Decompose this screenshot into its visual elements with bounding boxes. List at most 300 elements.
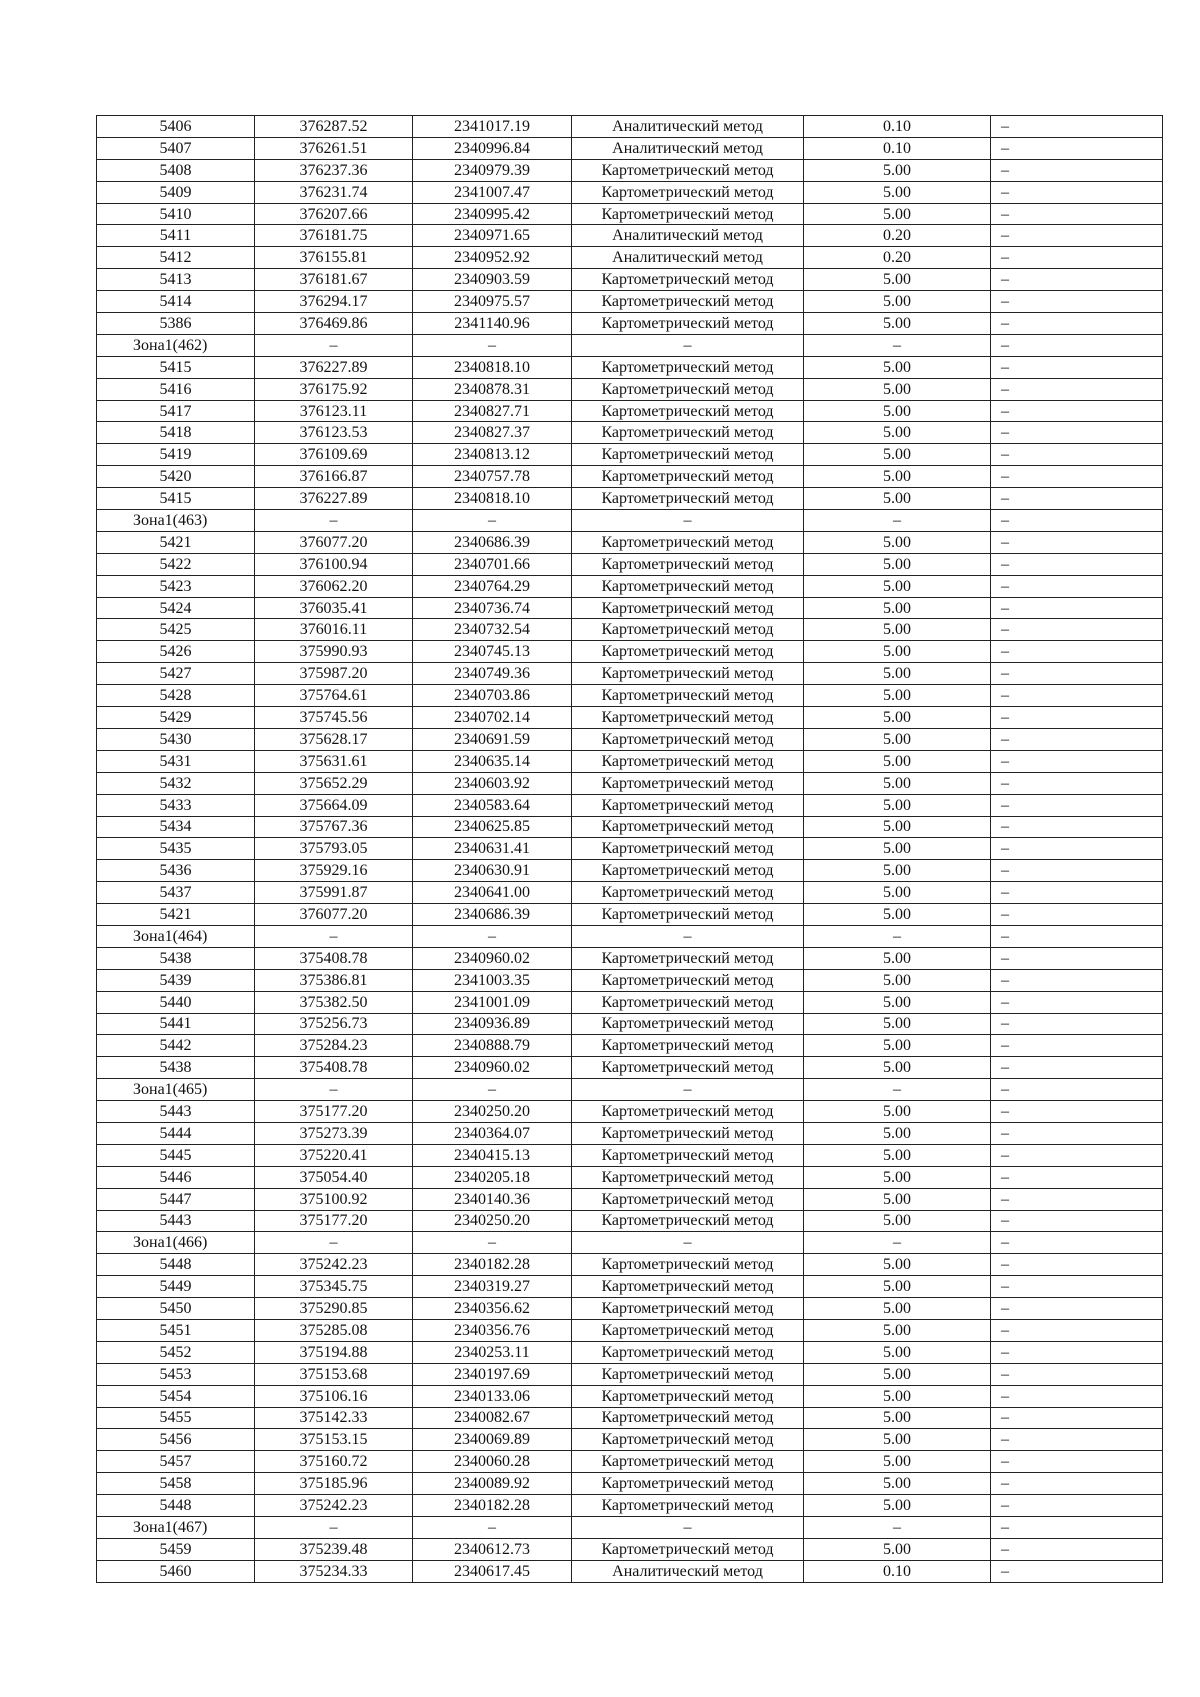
method-cell: Картометрический метод	[572, 1473, 804, 1495]
method-cell: Картометрический метод	[572, 882, 804, 904]
table-row	[97, 225, 1163, 247]
point-number-cell: 5454	[97, 1385, 255, 1407]
method-cell: Картометрический метод	[572, 619, 804, 641]
method-cell: Картометрический метод	[572, 422, 804, 444]
y-coordinate-cell: 2340631.41	[413, 838, 572, 860]
x-coordinate-cell: 375234.33	[255, 1560, 413, 1582]
table-row	[97, 728, 1163, 750]
y-coordinate-cell: 2340732.54	[413, 619, 572, 641]
note-cell: –	[991, 1517, 1163, 1539]
x-coordinate-cell: 376016.11	[255, 619, 413, 641]
method-cell: –	[572, 1079, 804, 1101]
x-coordinate-cell: 376166.87	[255, 466, 413, 488]
table-row	[97, 269, 1163, 291]
y-coordinate-cell: 2340702.14	[413, 707, 572, 729]
point-number-cell: 5413	[97, 269, 255, 291]
point-number-cell: Зона1(466)	[97, 1232, 255, 1254]
table-row	[97, 1035, 1163, 1057]
table-row	[97, 575, 1163, 597]
x-coordinate-cell: 375990.93	[255, 641, 413, 663]
table-row	[97, 1407, 1163, 1429]
method-cell: Картометрический метод	[572, 1101, 804, 1123]
point-number-cell: 5415	[97, 356, 255, 378]
x-coordinate-cell: 375987.20	[255, 663, 413, 685]
note-cell: –	[991, 422, 1163, 444]
y-coordinate-cell: 2340764.29	[413, 575, 572, 597]
note-cell: –	[991, 1035, 1163, 1057]
method-cell: Картометрический метод	[572, 1057, 804, 1079]
note-cell: –	[991, 969, 1163, 991]
y-coordinate-cell: 2340960.02	[413, 947, 572, 969]
method-cell: Картометрический метод	[572, 772, 804, 794]
method-cell: Картометрический метод	[572, 1363, 804, 1385]
x-coordinate-cell: 375256.73	[255, 1013, 413, 1035]
x-coordinate-cell: 376469.86	[255, 313, 413, 335]
point-number-cell: 5452	[97, 1341, 255, 1363]
x-coordinate-cell: 375054.40	[255, 1166, 413, 1188]
x-coordinate-cell: 376123.53	[255, 422, 413, 444]
method-cell: Картометрический метод	[572, 553, 804, 575]
point-number-cell: 5430	[97, 728, 255, 750]
table-row	[97, 488, 1163, 510]
precision-cell: 5.00	[804, 159, 991, 181]
y-coordinate-cell: 2340133.06	[413, 1385, 572, 1407]
y-coordinate-cell: 2340686.39	[413, 904, 572, 926]
y-coordinate-cell: 2340253.11	[413, 1341, 572, 1363]
table-row	[97, 247, 1163, 269]
x-coordinate-cell: –	[255, 925, 413, 947]
method-cell: Аналитический метод	[572, 1560, 804, 1582]
point-number-cell: 5456	[97, 1429, 255, 1451]
note-cell: –	[991, 641, 1163, 663]
point-number-cell: 5407	[97, 137, 255, 159]
table-row	[97, 356, 1163, 378]
y-coordinate-cell: 2340250.20	[413, 1210, 572, 1232]
note-cell: –	[991, 247, 1163, 269]
method-cell: Аналитический метод	[572, 137, 804, 159]
note-cell: –	[991, 1429, 1163, 1451]
y-coordinate-cell: 2340686.39	[413, 531, 572, 553]
method-cell: Картометрический метод	[572, 969, 804, 991]
method-cell: Картометрический метод	[572, 356, 804, 378]
x-coordinate-cell: 376207.66	[255, 203, 413, 225]
note-cell: –	[991, 488, 1163, 510]
y-coordinate-cell: 2341007.47	[413, 181, 572, 203]
precision-cell: –	[804, 1079, 991, 1101]
precision-cell: 5.00	[804, 685, 991, 707]
y-coordinate-cell: 2340415.13	[413, 1144, 572, 1166]
note-cell: –	[991, 619, 1163, 641]
method-cell: –	[572, 334, 804, 356]
note-cell: –	[991, 510, 1163, 532]
y-coordinate-cell: 2340888.79	[413, 1035, 572, 1057]
note-cell: –	[991, 1210, 1163, 1232]
note-cell: –	[991, 1122, 1163, 1144]
precision-cell: 5.00	[804, 1166, 991, 1188]
precision-cell: 5.00	[804, 794, 991, 816]
note-cell: –	[991, 400, 1163, 422]
table-row	[97, 1319, 1163, 1341]
note-cell: –	[991, 728, 1163, 750]
y-coordinate-cell: 2340069.89	[413, 1429, 572, 1451]
x-coordinate-cell: 375345.75	[255, 1276, 413, 1298]
point-number-cell: 5416	[97, 378, 255, 400]
y-coordinate-cell: –	[413, 510, 572, 532]
point-number-cell: Зона1(467)	[97, 1517, 255, 1539]
precision-cell: 5.00	[804, 1035, 991, 1057]
point-number-cell: 5445	[97, 1144, 255, 1166]
x-coordinate-cell: 376077.20	[255, 531, 413, 553]
note-cell: –	[991, 882, 1163, 904]
y-coordinate-cell: 2340827.37	[413, 422, 572, 444]
precision-cell: 5.00	[804, 444, 991, 466]
y-coordinate-cell: 2340612.73	[413, 1538, 572, 1560]
y-coordinate-cell: 2341003.35	[413, 969, 572, 991]
table-row	[97, 860, 1163, 882]
y-coordinate-cell: 2340736.74	[413, 597, 572, 619]
table-row	[97, 1495, 1163, 1517]
table-row	[97, 444, 1163, 466]
precision-cell: 5.00	[804, 816, 991, 838]
note-cell: –	[991, 750, 1163, 772]
table-row	[97, 1538, 1163, 1560]
coordinates-table-body	[97, 116, 1163, 1583]
x-coordinate-cell: 375177.20	[255, 1101, 413, 1123]
note-cell: –	[991, 137, 1163, 159]
method-cell: Картометрический метод	[572, 904, 804, 926]
point-number-cell: 5406	[97, 116, 255, 138]
precision-cell: 5.00	[804, 1363, 991, 1385]
table-row	[97, 400, 1163, 422]
point-number-cell: 5434	[97, 816, 255, 838]
method-cell: Картометрический метод	[572, 1210, 804, 1232]
table-row	[97, 882, 1163, 904]
precision-cell: 5.00	[804, 1144, 991, 1166]
precision-cell: 5.00	[804, 1538, 991, 1560]
note-cell: –	[991, 378, 1163, 400]
note-cell: –	[991, 1495, 1163, 1517]
x-coordinate-cell: 375100.92	[255, 1188, 413, 1210]
method-cell: Картометрический метод	[572, 488, 804, 510]
method-cell: Картометрический метод	[572, 575, 804, 597]
table-row	[97, 291, 1163, 313]
note-cell: –	[991, 203, 1163, 225]
y-coordinate-cell: 2340757.78	[413, 466, 572, 488]
table-row	[97, 1298, 1163, 1320]
y-coordinate-cell: 2340635.14	[413, 750, 572, 772]
table-row	[97, 137, 1163, 159]
note-cell: –	[991, 334, 1163, 356]
method-cell: Картометрический метод	[572, 1495, 804, 1517]
x-coordinate-cell: 375408.78	[255, 947, 413, 969]
method-cell: Картометрический метод	[572, 1035, 804, 1057]
method-cell: –	[572, 925, 804, 947]
table-row	[97, 116, 1163, 138]
point-number-cell: 5459	[97, 1538, 255, 1560]
method-cell: Картометрический метод	[572, 1298, 804, 1320]
note-cell: –	[991, 1451, 1163, 1473]
point-number-cell: 5409	[97, 181, 255, 203]
x-coordinate-cell: 375285.08	[255, 1319, 413, 1341]
precision-cell: 5.00	[804, 1276, 991, 1298]
point-number-cell: Зона1(462)	[97, 334, 255, 356]
y-coordinate-cell: 2340250.20	[413, 1101, 572, 1123]
table-row	[97, 1188, 1163, 1210]
precision-cell: 0.10	[804, 1560, 991, 1582]
point-number-cell: 5423	[97, 575, 255, 597]
point-number-cell: Зона1(465)	[97, 1079, 255, 1101]
point-number-cell: 5455	[97, 1407, 255, 1429]
table-row	[97, 904, 1163, 926]
precision-cell: 5.00	[804, 1057, 991, 1079]
table-row	[97, 1210, 1163, 1232]
y-coordinate-cell: 2340936.89	[413, 1013, 572, 1035]
precision-cell: 5.00	[804, 1298, 991, 1320]
x-coordinate-cell: 375284.23	[255, 1035, 413, 1057]
table-row	[97, 663, 1163, 685]
x-coordinate-cell: 375408.78	[255, 1057, 413, 1079]
note-cell: –	[991, 1232, 1163, 1254]
precision-cell: 5.00	[804, 269, 991, 291]
method-cell: Картометрический метод	[572, 203, 804, 225]
note-cell: –	[991, 860, 1163, 882]
note-cell: –	[991, 1407, 1163, 1429]
method-cell: Картометрический метод	[572, 1188, 804, 1210]
y-coordinate-cell: 2340701.66	[413, 553, 572, 575]
x-coordinate-cell: 376175.92	[255, 378, 413, 400]
y-coordinate-cell: 2341140.96	[413, 313, 572, 335]
y-coordinate-cell: –	[413, 1079, 572, 1101]
x-coordinate-cell: 376237.36	[255, 159, 413, 181]
x-coordinate-cell: 376155.81	[255, 247, 413, 269]
method-cell: Аналитический метод	[572, 116, 804, 138]
x-coordinate-cell: 375242.23	[255, 1254, 413, 1276]
method-cell: Картометрический метод	[572, 816, 804, 838]
precision-cell: 5.00	[804, 203, 991, 225]
y-coordinate-cell: 2340903.59	[413, 269, 572, 291]
method-cell: Аналитический метод	[572, 247, 804, 269]
precision-cell: 5.00	[804, 1122, 991, 1144]
point-number-cell: 5446	[97, 1166, 255, 1188]
point-number-cell: 5411	[97, 225, 255, 247]
x-coordinate-cell: –	[255, 1517, 413, 1539]
note-cell: –	[991, 1188, 1163, 1210]
precision-cell: 5.00	[804, 531, 991, 553]
precision-cell: 5.00	[804, 969, 991, 991]
x-coordinate-cell: 375929.16	[255, 860, 413, 882]
point-number-cell: 5410	[97, 203, 255, 225]
precision-cell: 5.00	[804, 1341, 991, 1363]
precision-cell: 5.00	[804, 575, 991, 597]
point-number-cell: 5421	[97, 531, 255, 553]
point-number-cell: 5436	[97, 860, 255, 882]
note-cell: –	[991, 1538, 1163, 1560]
point-number-cell: 5420	[97, 466, 255, 488]
x-coordinate-cell: 376123.11	[255, 400, 413, 422]
x-coordinate-cell: 375991.87	[255, 882, 413, 904]
x-coordinate-cell: 376181.67	[255, 269, 413, 291]
x-coordinate-cell: 375793.05	[255, 838, 413, 860]
point-number-cell: 5414	[97, 291, 255, 313]
precision-cell: 5.00	[804, 1254, 991, 1276]
x-coordinate-cell: –	[255, 334, 413, 356]
method-cell: Картометрический метод	[572, 1451, 804, 1473]
y-coordinate-cell: 2340995.42	[413, 203, 572, 225]
method-cell: Картометрический метод	[572, 663, 804, 685]
precision-cell: 5.00	[804, 750, 991, 772]
table-row	[97, 1254, 1163, 1276]
table-row	[97, 466, 1163, 488]
note-cell: –	[991, 116, 1163, 138]
point-number-cell: 5428	[97, 685, 255, 707]
method-cell: Картометрический метод	[572, 1319, 804, 1341]
point-number-cell: 5448	[97, 1254, 255, 1276]
x-coordinate-cell: 375664.09	[255, 794, 413, 816]
point-number-cell: 5460	[97, 1560, 255, 1582]
x-coordinate-cell: 375652.29	[255, 772, 413, 794]
x-coordinate-cell: 375220.41	[255, 1144, 413, 1166]
y-coordinate-cell: 2340749.36	[413, 663, 572, 685]
x-coordinate-cell: 376062.20	[255, 575, 413, 597]
point-number-cell: 5408	[97, 159, 255, 181]
note-cell: –	[991, 553, 1163, 575]
note-cell: –	[991, 707, 1163, 729]
table-row	[97, 1341, 1163, 1363]
table-row	[97, 1429, 1163, 1451]
point-number-cell: 5443	[97, 1210, 255, 1232]
table-row	[97, 597, 1163, 619]
method-cell: Картометрический метод	[572, 1254, 804, 1276]
method-cell: Картометрический метод	[572, 1407, 804, 1429]
note-cell: –	[991, 181, 1163, 203]
precision-cell: 5.00	[804, 904, 991, 926]
precision-cell: 5.00	[804, 378, 991, 400]
y-coordinate-cell: 2340975.57	[413, 291, 572, 313]
method-cell: Картометрический метод	[572, 707, 804, 729]
precision-cell: 0.10	[804, 116, 991, 138]
precision-cell: 5.00	[804, 991, 991, 1013]
point-number-cell: 5438	[97, 947, 255, 969]
x-coordinate-cell: 375764.61	[255, 685, 413, 707]
y-coordinate-cell: 2340625.85	[413, 816, 572, 838]
point-number-cell: 5458	[97, 1473, 255, 1495]
note-cell: –	[991, 816, 1163, 838]
precision-cell: 5.00	[804, 181, 991, 203]
method-cell: Картометрический метод	[572, 1385, 804, 1407]
y-coordinate-cell: 2340617.45	[413, 1560, 572, 1582]
table-row	[97, 1101, 1163, 1123]
precision-cell: 5.00	[804, 663, 991, 685]
note-cell: –	[991, 1013, 1163, 1035]
x-coordinate-cell: 375382.50	[255, 991, 413, 1013]
zone-header-row	[97, 334, 1163, 356]
x-coordinate-cell: 375106.16	[255, 1385, 413, 1407]
point-number-cell: 5447	[97, 1188, 255, 1210]
point-number-cell: 5419	[97, 444, 255, 466]
precision-cell: 0.20	[804, 247, 991, 269]
x-coordinate-cell: 375153.15	[255, 1429, 413, 1451]
method-cell: Картометрический метод	[572, 1122, 804, 1144]
precision-cell: 5.00	[804, 1429, 991, 1451]
note-cell: –	[991, 1166, 1163, 1188]
note-cell: –	[991, 838, 1163, 860]
table-row	[97, 947, 1163, 969]
table-row	[97, 1276, 1163, 1298]
table-row	[97, 313, 1163, 335]
table-row	[97, 181, 1163, 203]
table-row	[97, 378, 1163, 400]
table-row	[97, 969, 1163, 991]
point-number-cell: Зона1(464)	[97, 925, 255, 947]
y-coordinate-cell: 2340356.76	[413, 1319, 572, 1341]
table-row	[97, 531, 1163, 553]
method-cell: Картометрический метод	[572, 1276, 804, 1298]
note-cell: –	[991, 1473, 1163, 1495]
table-row	[97, 750, 1163, 772]
x-coordinate-cell: 375153.68	[255, 1363, 413, 1385]
note-cell: –	[991, 531, 1163, 553]
precision-cell: 5.00	[804, 400, 991, 422]
method-cell: Картометрический метод	[572, 466, 804, 488]
method-cell: Картометрический метод	[572, 728, 804, 750]
zone-header-row	[97, 1232, 1163, 1254]
note-cell: –	[991, 947, 1163, 969]
y-coordinate-cell: 2340971.65	[413, 225, 572, 247]
y-coordinate-cell: 2340060.28	[413, 1451, 572, 1473]
precision-cell: 5.00	[804, 838, 991, 860]
point-number-cell: 5453	[97, 1363, 255, 1385]
precision-cell: 0.20	[804, 225, 991, 247]
y-coordinate-cell: 2340818.10	[413, 488, 572, 510]
x-coordinate-cell: 376181.75	[255, 225, 413, 247]
table-row	[97, 1122, 1163, 1144]
note-cell: –	[991, 1319, 1163, 1341]
note-cell: –	[991, 444, 1163, 466]
x-coordinate-cell: 376035.41	[255, 597, 413, 619]
point-number-cell: 5450	[97, 1298, 255, 1320]
x-coordinate-cell: 376261.51	[255, 137, 413, 159]
y-coordinate-cell: 2340691.59	[413, 728, 572, 750]
precision-cell: 5.00	[804, 1385, 991, 1407]
method-cell: Картометрический метод	[572, 313, 804, 335]
method-cell: Картометрический метод	[572, 685, 804, 707]
table-row	[97, 641, 1163, 663]
note-cell: –	[991, 904, 1163, 926]
y-coordinate-cell: –	[413, 1517, 572, 1539]
y-coordinate-cell: 2340082.67	[413, 1407, 572, 1429]
point-number-cell: 5444	[97, 1122, 255, 1144]
point-number-cell: 5448	[97, 1495, 255, 1517]
note-cell: –	[991, 1101, 1163, 1123]
note-cell: –	[991, 1298, 1163, 1320]
y-coordinate-cell: 2340818.10	[413, 356, 572, 378]
table-row	[97, 553, 1163, 575]
precision-cell: 5.00	[804, 1407, 991, 1429]
y-coordinate-cell: 2340603.92	[413, 772, 572, 794]
note-cell: –	[991, 991, 1163, 1013]
precision-cell: 5.00	[804, 597, 991, 619]
y-coordinate-cell: 2340630.91	[413, 860, 572, 882]
y-coordinate-cell: 2340952.92	[413, 247, 572, 269]
note-cell: –	[991, 772, 1163, 794]
coordinates-table	[96, 115, 1163, 1583]
x-coordinate-cell: 375185.96	[255, 1473, 413, 1495]
note-cell: –	[991, 159, 1163, 181]
point-number-cell: 5443	[97, 1101, 255, 1123]
x-coordinate-cell: –	[255, 510, 413, 532]
method-cell: Картометрический метод	[572, 838, 804, 860]
point-number-cell: 5449	[97, 1276, 255, 1298]
